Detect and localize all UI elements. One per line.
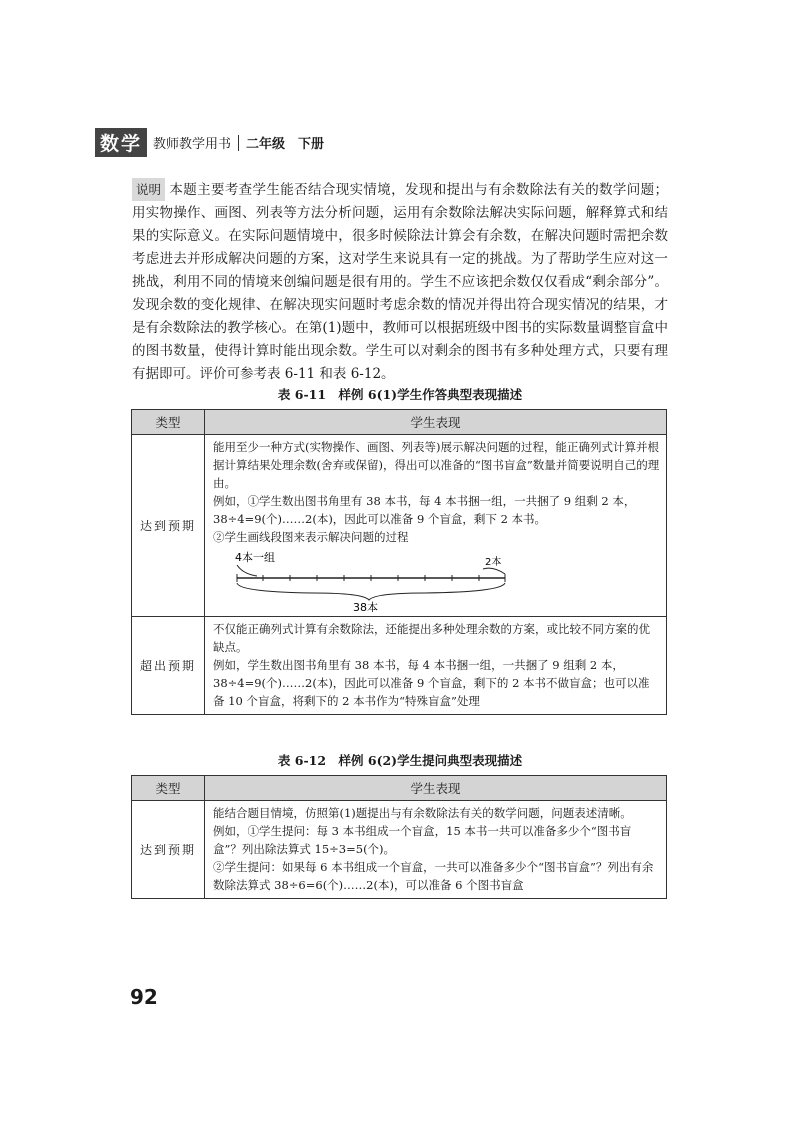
total-brace — [237, 583, 505, 600]
desc-line: ②学生画线段图来表示解决问题的过程 — [213, 530, 409, 544]
diagram-label-total: 38本 — [353, 601, 378, 612]
intro-paragraph — [132, 178, 668, 386]
desc-line: 能用至少一种方式(实物操作、画图、列表等)展示解决问题的过程，能正确列式计算并根据计算结果处理余数(舍弃或保留)，得出可以准备的“图书盲盒”数量并简要说明自己的理由。 — [213, 440, 660, 490]
table-6-11-caption: 表 6-11 样例 6(1)学生作答典型表现描述 — [277, 387, 523, 402]
table-row — [132, 801, 667, 899]
diagram-label-rest: 2本 — [485, 557, 502, 568]
row-type-meets: 达到预期 — [132, 435, 205, 617]
rest-brace — [483, 568, 505, 574]
row-type-meets: 达到预期 — [132, 801, 205, 899]
table-6-11 — [131, 409, 667, 715]
row-type-exceeds: 超出预期 — [132, 617, 205, 715]
subject-logo: 数学 — [95, 128, 147, 157]
desc-line: 能结合题目情境，仿照第(1)题提出与有余数除法有关的数学问题，问题表述清晰。 — [213, 806, 632, 820]
table-6-12 — [131, 775, 667, 899]
col-type-header: 类型 — [132, 776, 205, 801]
desc-line: 例如，①学生提问：每 3 本书组成一个盲盒，15 本书一共可以准备多少个“图书盲盒”？列出除法算式 15÷3=5(个)。 — [213, 824, 632, 856]
header-divider — [238, 135, 239, 151]
segment-diagram — [213, 548, 513, 612]
desc-line: ②学生提问：如果每 6 本书组成一个盲盒，一共可以准备多少个“图书盲盒”？列出有余数除法算式 38÷6=6(个)……2(本)，可以准备 6 个图书盲盒 — [213, 860, 654, 892]
table-6-12-caption: 表 6-12 样例 6(2)学生提问典型表现描述 — [277, 753, 523, 768]
table-header-row — [132, 410, 667, 435]
col-performance-header: 学生表现 — [205, 410, 667, 435]
note-tag: 说明 — [132, 178, 165, 201]
col-performance-header: 学生表现 — [205, 776, 667, 801]
page-header — [95, 128, 324, 157]
row-desc-meets — [205, 801, 667, 899]
diagram-label-group: 4本一组 — [235, 551, 275, 564]
intro-text: 本题主要考查学生能否结合现实情境，发现和提出与有余数除法有关的数学问题；用实物操作、画图、列表等方法分析问题，运用有余数除法解决实际问题，解释算式和结果的实际意义。在实际问题情境中，很多时候除法计算会有余数，在解决问题时需把余数考虑进去并形成解决问题的方案，这对学生来说具有一定的挑战。为了帮助学生应对这一挑战，利用不同的情境来创编问题是很有用的。学生不应该把余数仅仅看成“剩余部分”。发现余数的变化规律、在解决现实问题时考虑余数的情况并得出符合现实情况的结果，才是有余数除法的教学核心。在第(1)题中，教师可以根据班级中图书的实际数量调整盲盒中的图书数量，使得计算时能出现余数。学生可以对剩余的图书有多种处理方式，只要有理有据即可。评价可参考表 6-11 和表 6-12。 — [132, 182, 668, 382]
desc-line: 不仅能正确列式计算有余数除法，还能提出多种处理余数的方案，或比较不同方案的优缺点。 — [213, 622, 650, 654]
table-row — [132, 617, 667, 715]
desc-line: 例如，①学生数出图书角里有 38 本书，每 4 本书捆一组，一共捆了 9 组剩 2 本，38÷4=9(个)……2(本)，因此可以准备 9 个盲盒，剩下 2 本书。 — [213, 494, 636, 526]
table-row — [132, 435, 667, 617]
table-header-row — [132, 776, 667, 801]
desc-line: 例如，学生数出图书角里有 38 本书，每 4 本书捆一组，一共捆了 9 组剩 2 本，38÷4=9(个)……2(本)，因此可以准备 9 个盲盒，剩下的 2 本书不做盲盒；也可以准备 10 个盲盒，将剩下的 2 本书作为“特殊盲盒”处理 — [213, 658, 650, 708]
row-desc-exceeds — [205, 617, 667, 715]
row-desc-meets — [205, 435, 667, 617]
page-number: 92 — [130, 985, 158, 1009]
book-title: 教师教学用书 — [153, 137, 232, 152]
group-brace — [237, 565, 257, 576]
grade-label: 二年级 下册 — [246, 137, 325, 152]
col-type-header: 类型 — [132, 410, 205, 435]
